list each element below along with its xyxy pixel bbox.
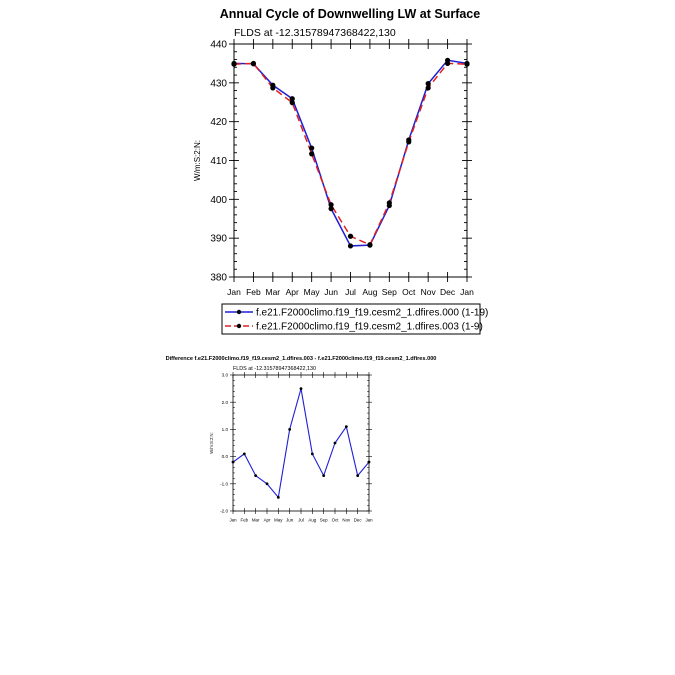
diff-data-point-0 <box>368 461 371 464</box>
main-data-point-1 <box>348 234 353 239</box>
main-x-tick-label: Nov <box>420 287 436 297</box>
diff-data-point-0 <box>356 474 359 477</box>
diff-y-tick-label: 0.0 <box>221 454 228 460</box>
difference-chart-y-axis-label: W/m:S:2:N: <box>209 432 214 454</box>
main-data-point-1 <box>464 62 469 67</box>
diff-x-tick-label: Feb <box>240 517 249 523</box>
legend-marker-dfires-003 <box>237 324 241 328</box>
main-x-tick-label: Jun <box>324 287 338 297</box>
diff-data-point-0 <box>311 452 314 455</box>
diff-y-tick-label: 3.0 <box>221 372 228 378</box>
main-x-tick-label: Apr <box>285 287 299 297</box>
diff-x-tick-label: Oct <box>331 517 339 523</box>
main-y-tick-label: 390 <box>210 233 227 245</box>
main-data-point-0 <box>309 145 314 150</box>
difference-chart-title: Difference f.e21.F2000climo.f19_f19.cesm2_1.dfires.003 - f.e21.F2000climo.f19_f19.cesm2_1.dfires.000 <box>165 356 437 362</box>
main-chart-panel <box>193 7 480 297</box>
main-series-line-0 <box>234 60 467 246</box>
diff-series-line-0 <box>233 389 369 498</box>
main-x-tick-label: Aug <box>362 287 378 297</box>
diff-x-tick-label: Mar <box>251 517 260 523</box>
diff-data-point-0 <box>345 425 348 428</box>
main-x-tick-label: Jul <box>345 287 356 297</box>
main-series-line-1 <box>234 63 467 244</box>
diff-x-tick-label: Nov <box>342 517 351 523</box>
diff-data-point-0 <box>334 442 337 445</box>
main-x-tick-label: Mar <box>265 287 281 297</box>
difference-chart-plot-frame <box>233 375 369 511</box>
main-data-point-1 <box>387 200 392 205</box>
legend-label-dfires-000: f.e21.F2000climo.f19_f19.cesm2_1.dfires.000 (1-19) <box>256 307 489 319</box>
diff-x-tick-label: Sep <box>319 517 328 523</box>
main-data-point-1 <box>231 62 236 67</box>
main-data-point-1 <box>270 85 275 90</box>
main-data-point-1 <box>251 61 256 66</box>
diff-y-tick-label: 1.0 <box>221 427 228 433</box>
diff-data-point-0 <box>322 474 325 477</box>
difference-chart-panel <box>166 356 437 523</box>
diff-y-tick-label: -2.0 <box>220 508 228 514</box>
difference-chart-axes <box>220 372 373 523</box>
diff-x-tick-label: Apr <box>263 517 271 523</box>
main-data-point-1 <box>445 61 450 66</box>
main-x-tick-label: Sep <box>381 287 397 297</box>
legend-label-dfires-003: f.e21.F2000climo.f19_f19.cesm2_1.dfires.003 (1-9) <box>256 321 483 333</box>
diff-x-tick-label: Jan <box>365 517 373 523</box>
diff-x-tick-label: May <box>274 517 283 523</box>
main-data-point-1 <box>328 202 333 207</box>
legend-marker-dfires-000 <box>237 310 241 314</box>
main-y-tick-label: 410 <box>210 156 227 167</box>
diff-x-tick-label: Jan <box>229 517 237 523</box>
main-y-tick-label: 420 <box>210 117 227 129</box>
diff-data-point-0 <box>288 428 291 431</box>
diff-data-point-0 <box>277 496 280 499</box>
main-y-tick-label: 380 <box>210 272 227 284</box>
diff-x-tick-label: Dec <box>353 517 362 523</box>
diff-data-point-0 <box>243 452 246 455</box>
main-y-tick-label: 400 <box>210 194 227 206</box>
main-data-point-0 <box>348 243 353 248</box>
main-y-tick-label: 440 <box>210 39 227 51</box>
main-data-point-1 <box>290 100 295 105</box>
difference-chart-series <box>232 387 371 499</box>
main-data-point-1 <box>406 139 411 144</box>
difference-chart-subtitle: FLDS at -12.31578947368422,130 <box>233 366 317 372</box>
diff-data-point-0 <box>266 482 269 485</box>
main-x-tick-label: Jan <box>227 287 241 297</box>
diff-data-point-0 <box>300 387 303 390</box>
main-y-tick-label: 430 <box>210 78 227 90</box>
main-x-tick-label: Feb <box>246 287 261 297</box>
diff-x-tick-label: Jun <box>286 517 294 523</box>
main-chart-title: Annual Cycle of Downwelling LW at Surface <box>219 7 481 21</box>
main-chart-y-axis-label: W/m:S:2:N: <box>193 140 202 181</box>
diff-data-point-0 <box>254 474 257 477</box>
main-x-tick-label: Oct <box>402 287 416 297</box>
diff-y-tick-label: 2.0 <box>221 399 228 405</box>
diff-y-tick-label: -1.0 <box>220 481 228 487</box>
main-chart-series <box>231 58 469 249</box>
diff-x-tick-label: Aug <box>308 517 317 523</box>
main-x-tick-label: Jan <box>460 287 474 297</box>
diff-data-point-0 <box>232 461 235 464</box>
main-chart-axes <box>210 39 474 297</box>
main-chart-legend <box>222 304 488 334</box>
main-data-point-1 <box>309 151 314 156</box>
main-chart-subtitle: FLDS at -12.31578947368422,130 <box>234 27 396 39</box>
diff-x-tick-label: Jul <box>298 517 304 523</box>
main-x-tick-label: May <box>303 287 320 297</box>
main-data-point-1 <box>426 85 431 90</box>
main-data-point-1 <box>367 242 372 247</box>
main-x-tick-label: Dec <box>440 287 456 297</box>
